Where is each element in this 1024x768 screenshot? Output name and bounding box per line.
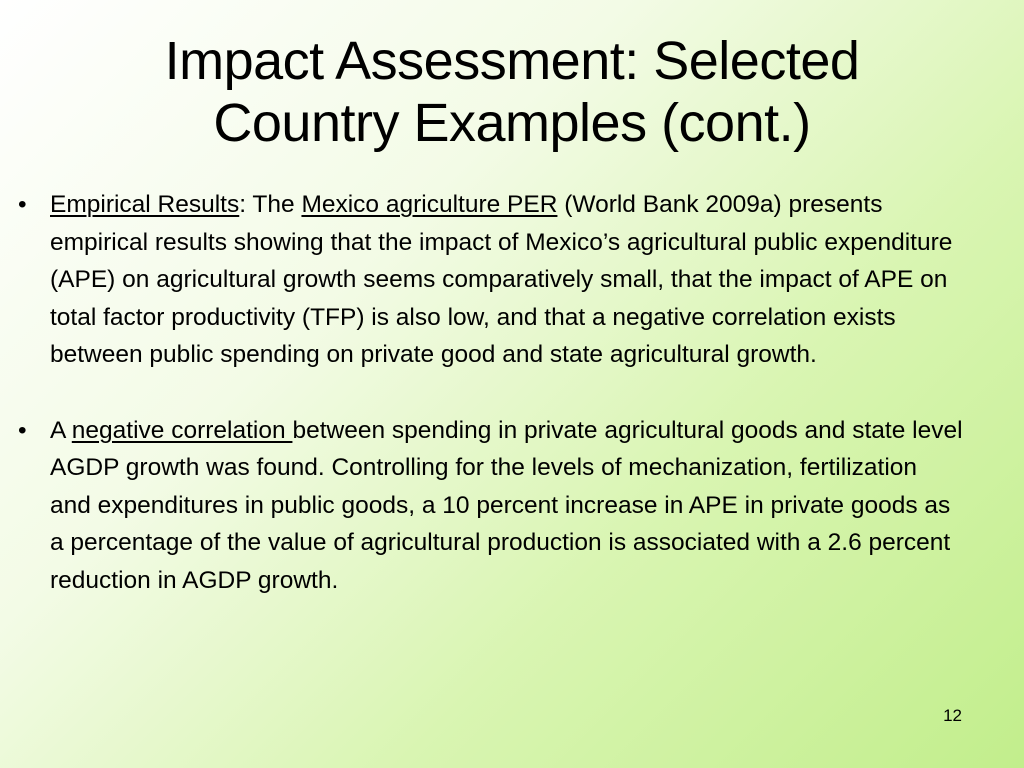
slide-title (40, 30, 984, 154)
bullet-list (18, 186, 963, 599)
bullet-icon: • (18, 416, 27, 444)
negative-correlation-text: negative correlation (71, 416, 293, 444)
slide-number: 12 (943, 706, 962, 725)
bullet-text: A (50, 416, 72, 444)
slide-title-line-1: Impact Assessment: Selected (164, 31, 860, 91)
bullet-icon: • (18, 191, 27, 218)
bullet-text: : The (239, 191, 302, 218)
bullet-item-negative-correlation (18, 412, 963, 600)
slide-title-line-2: Country Examples (cont.) (213, 93, 811, 153)
empirical-results-heading: Empirical Results (50, 191, 240, 218)
bullet-item-empirical-results (18, 186, 963, 374)
bullet-text: between spending in private agricultural goods and state level AGDP growth was found. Controlling for the levels of mechanization, fertilization and expenditures in public goods, a 10 percent increase in APE in private goods as a percentage of the value of agricultural production is associated with a 2.6 percent reduction in AGDP growth. (50, 416, 963, 594)
bullet-text: (World Bank 2009a) presents empirical results showing that the impact of Mexico’s agricultural public expenditure (APE) on agricultural growth seems comparatively small, that the impact of APE on total factor productivity (TFP) is also low, and that a negative correlation exists between public spending on private good and state agricultural growth. (50, 191, 953, 368)
mexico-agriculture-per-text: Mexico agriculture PER (301, 191, 558, 218)
